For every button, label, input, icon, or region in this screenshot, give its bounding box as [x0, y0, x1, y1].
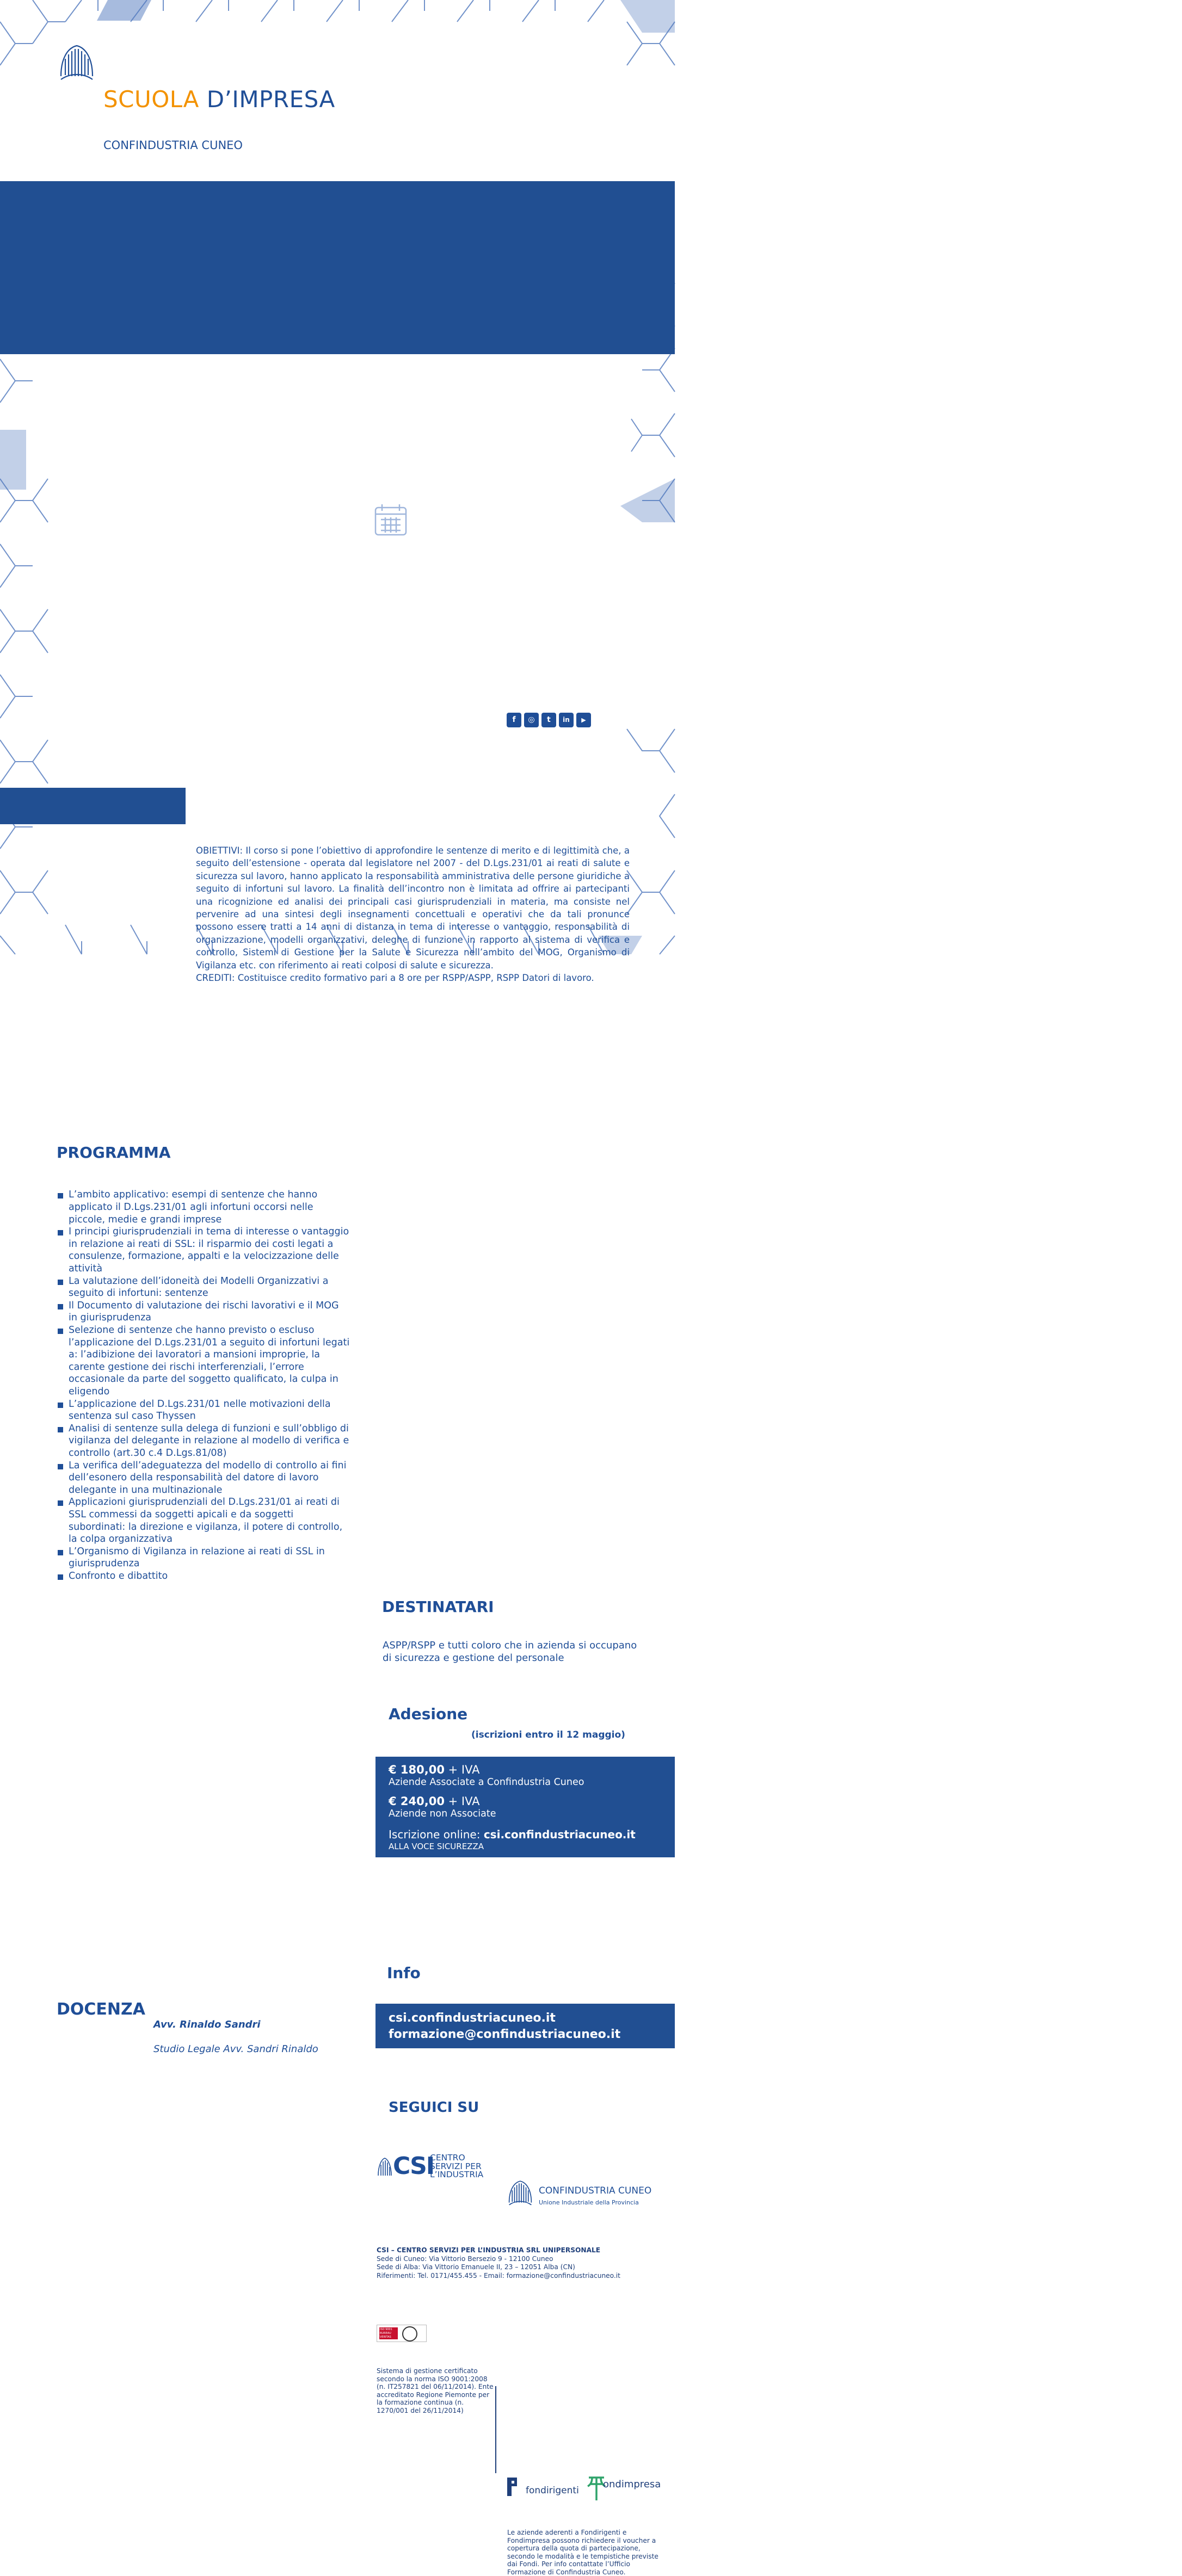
- social-heading: SEGUICI SU: [389, 2099, 479, 2116]
- csi-address: [377, 2246, 1051, 2280]
- adesione-subtitle: (iscrizioni entro il 12 maggio): [471, 1729, 625, 1741]
- list-item: L’ambito applicativo: esempi di sentenze che hanno applicato il D.Lgs.231/01 agli infortuni occorsi nelle piccole, medie e grandi imprese: [57, 1189, 350, 1226]
- info-website-link[interactable]: csi.confindustriacuneo.it: [389, 2011, 556, 2025]
- confindustria-eagle-icon: [506, 2179, 534, 2207]
- event-date: 20 maggio 2022: [415, 572, 582, 594]
- event-title: QUALI INSEGNAMENTI TRARRE DALLE SENTENZE CHE HANNO APPLICATO IL D.LGS.231/01 AGLI INFORTUNI SUL LAVORO DAL 2007 AD OGGI: [53, 370, 360, 461]
- confindustria-eagle-icon: [57, 42, 97, 83]
- list-item: L’applicazione del D.Lgs.231/01 nelle motivazioni della sentenza sul caso Thyssen: [57, 1398, 350, 1423]
- csi-company: CSI – CENTRO SERVIZI PER L’INDUSTRIA SRL UNIPERSONALE: [377, 2246, 601, 2254]
- linkedin-icon[interactable]: in: [559, 713, 574, 727]
- online-signup-label: Iscrizione online:: [389, 1828, 484, 1842]
- fondirigenti-mark-icon: [507, 2478, 517, 2496]
- info-heading: Info: [387, 1964, 421, 1982]
- confindustria-cuneo-logo: [505, 2178, 668, 2210]
- info-box: [375, 2004, 675, 2048]
- csi-eagle-icon: [377, 2156, 393, 2178]
- course-mode: CORSO IN PRESENZA: [54, 565, 182, 579]
- price-box: [375, 1757, 675, 1857]
- list-item: La valutazione dell’idoneità dei Modelli Organizzativi a seguito di infortuni: sentenze: [57, 1275, 350, 1300]
- facebook-icon[interactable]: f: [507, 713, 521, 727]
- divider: [495, 2386, 496, 2473]
- event-duration: DURATA: 8 ORE: [415, 668, 515, 683]
- price-non-associate-amount: € 240,00: [389, 1795, 445, 1808]
- corso-heading-box: [0, 788, 186, 824]
- csi-label-line: CENTRO: [430, 2153, 465, 2163]
- online-signup-link[interactable]: csi.confindustriacuneo.it: [483, 1828, 636, 1842]
- online-signup-note: ALLA VOCE SICUREZZA: [389, 1842, 484, 1852]
- docente-firm: Studio Legale Avv. Sandri Rinaldo: [153, 2043, 318, 2055]
- brand-part2: D’IMPRESA: [199, 86, 335, 113]
- twitter-icon[interactable]: t: [541, 713, 556, 727]
- brand-title: [103, 86, 778, 113]
- info-email-link[interactable]: formazione@confindustriacuneo.it: [389, 2028, 621, 2042]
- csi-logo-label: [430, 2154, 483, 2179]
- corso-credits: CREDITI: Costituisce credito formativo pari a 8 ore per RSPP/ASPP, RSPP Datori di lavoro.: [196, 973, 594, 984]
- price-non-associate: [389, 1795, 480, 1808]
- price-non-associate-vat: + IVA: [444, 1795, 480, 1808]
- csi-riferimenti: Riferimenti: Tel. 0171/455.455 - Email: formazione@confindustriacuneo.it: [377, 2271, 620, 2280]
- csi-sede-cuneo: Sede di Cuneo: Via Vittorio Bersezio 9 - 12100 Cuneo: [377, 2254, 553, 2263]
- confindustria-name: CONFINDUSTRIA CUNEO: [539, 2185, 652, 2197]
- docenza-heading: DOCENZA: [57, 2000, 145, 2019]
- programma-heading: PROGRAMMA: [57, 1144, 171, 1162]
- csi-sede-alba: Sede di Alba: Via Vittorio Emanuele II, 23 – 12051 Alba (CN): [377, 2263, 575, 2271]
- programma-list: [57, 1189, 350, 1582]
- calendar-icon: [373, 502, 408, 537]
- list-item: Confronto e dibattito: [57, 1570, 350, 1583]
- event-hours: ORARIO 09.00-13.00 e 14.00-18.00: [415, 619, 636, 633]
- confindustria-sub: Unione Industriale della Provincia: [539, 2199, 639, 2207]
- docente-name: Avv. Rinaldo Sandri: [153, 2019, 261, 2031]
- list-item: La verifica dell’adeguatezza del modello di controllo ai fini dell’esonero della responsabilità del datore di lavoro delegante in una multinazionale: [57, 1460, 350, 1497]
- price-associate-vat: + IVA: [444, 1763, 480, 1777]
- price-associate-desc: Aziende Associate a Confindustria Cuneo: [389, 1777, 584, 1788]
- csi-label-line: L’INDUSTRIA: [430, 2170, 484, 2180]
- list-item: I principi giurisprudenziali in tema di interesse o vantaggio in relazione ai reati di SSL: il risparmio dei costi legati a consulenze, formazione, appalti e la velocizzazione delle attività: [57, 1226, 350, 1275]
- fondimpresa-name: ondimpresa: [603, 2479, 661, 2491]
- csi-logo: [377, 2154, 485, 2181]
- price-associate: [389, 1763, 480, 1776]
- price-associate-amount: € 180,00: [389, 1763, 445, 1777]
- instagram-icon[interactable]: ◎: [524, 713, 539, 727]
- fondirigenti-name: fondirigenti: [526, 2485, 579, 2497]
- fondimpresa-logo: [586, 2474, 667, 2501]
- list-item: L’Organismo di Vigilanza in relazione ai reati di SSL in giurisprudenza: [57, 1546, 350, 1570]
- list-item: Il Documento di valutazione dei rischi lavorativi e il MOG in giurisprudenza: [57, 1300, 350, 1324]
- adesione-heading: Adesione: [389, 1705, 468, 1723]
- list-item: Applicazioni giurisprudenziali del D.Lgs.231/01 ai reati di SSL commessi da soggetti apicali e da soggetti subordinati: la direzione e vigilanza, il potere di controllo, la colpa organizzativa: [57, 1496, 350, 1545]
- youtube-icon[interactable]: ▶: [576, 713, 591, 727]
- certification-seal-icon: [402, 2326, 417, 2342]
- online-signup: [389, 1828, 636, 1841]
- bureau-veritas-logo: [377, 2325, 427, 2342]
- corso-heading: IL CORSO: [54, 832, 150, 853]
- save-the-date-label: SAVE THE DATE: [415, 537, 526, 553]
- corso-description: [196, 844, 630, 984]
- certification-text: Sistema di gestione certificato secondo la norma ISO 9001:2008 (n. IT257821 del 06/11/2014). Ente accreditato Regione Piemonte per la formazione continua (n. 1270/001 del 26/11/2014): [377, 2367, 494, 2414]
- destinatari-text: ASPP/RSPP e tutti coloro che in azienda si occupano di sicurezza e gestione del personale: [383, 1640, 637, 1664]
- list-item: Selezione di sentenze che hanno previsto o escluso l’applicazione del D.Lgs.231/01 a seguito di infortuni legati a: l’adibizione dei lavoratori a mansioni improprie, la carente gestione dei rischi interferenziali, l’errore occasionale da parte del soggetto qualificato, la culpa in eligendo: [57, 1324, 350, 1398]
- fondi-text: Le aziende aderenti a Fondirigenti e Fondimpresa possono richiedere il voucher a copertura della quota di partecipazione, secondo le modalità e le tempistiche previste dai Fondi. Per info contattate l’Ufficio Formazione di Confindustria Cuneo.: [507, 2529, 658, 2576]
- bureau-veritas-label: ISO 9001 BUREAU VERITAS Certification: [379, 2327, 398, 2339]
- destinatari-heading: DESTINATARI: [382, 1598, 494, 1616]
- event-banner: [0, 181, 675, 354]
- list-item: Analisi di sentenze sulla delega di funzioni e sull’obbligo di vigilanza del delegante in relazione al modello di verifica e controllo (art.30 c.4 D.Lgs.81/08): [57, 1423, 350, 1460]
- csi-logo-text: CSI: [393, 2152, 434, 2180]
- corso-objectives: OBIETTIVI: Il corso si pone l’obiettivo di approfondire le sentenze di merito e di legittimità che, a seguito dell’estensione - operata dal legislatore nel 2007 - del D.Lgs.231/01 ai reati di salute e sicurezza sul lavoro, hanno applicato la responsabilità amministrativa delle persone giuridiche a seguito di infortuni sul lavoro. La finalità dell’incontro non è limitata ad offrire ai partecipanti una ricognizione ed analisi dei principali casi giurisprudenziali in materia, ma consiste nel pervenire ad una sintesi degli insegnamenti concettuali e operativi che da tali pronunce possono essere tratti a 14 anni di distanza in tema di interesse o vantaggio, responsabilità di organizzazione, modelli organizzativi, deleghe di funzione in rapporto al sistema di verifica e controllo, Sistemi di Gestione per la Salute e Sicurezza nell’ambito del MOG, Organismo di Vigilanza etc. con riferimento ai reati colposi di salute e sicurezza.: [196, 845, 630, 971]
- brand-subtitle: CONFINDUSTRIA CUNEO: [103, 139, 243, 152]
- csi-label-line: SERVIZI PER: [430, 2161, 482, 2171]
- brand-part1: SCUOLA: [103, 86, 199, 113]
- course-venue: presso Centro Servizi per l’Industria Srl Unipersonale - via Vittorio Bersezio 9, Cuneo: [54, 593, 335, 618]
- enrollment-deadline: ISCRIZIONI ENTRO IL 12 MAGGIO 2022: [415, 734, 625, 747]
- price-non-associate-desc: Aziende non Associate: [389, 1808, 496, 1820]
